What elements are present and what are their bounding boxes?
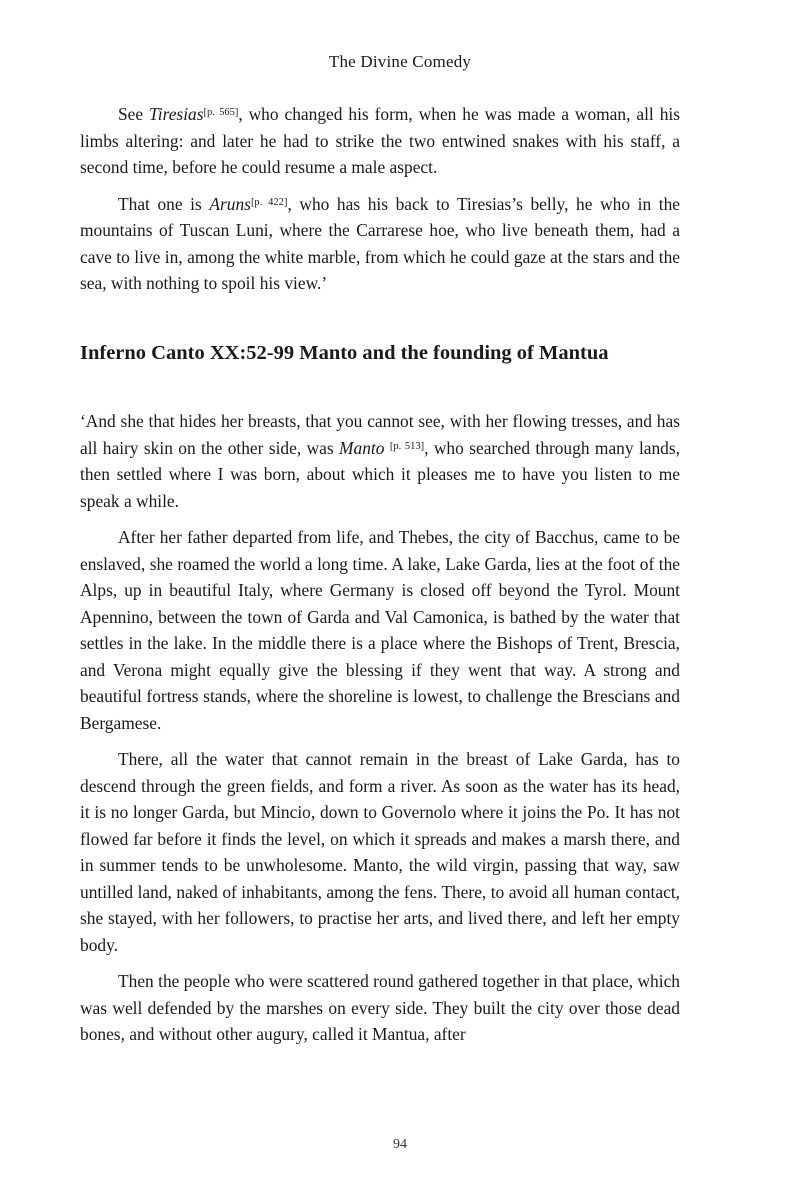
character-name: Manto [339,437,385,458]
section-text [80,408,680,1058]
character-name: Tiresias [149,104,204,124]
section-heading: Inferno Canto XX:52-99 Manto and the founding of Mantua [80,342,609,364]
paragraph: ‘And she that hides her breasts, that you cannot see, with her flowing tresses, and has all hairy skin on the other side, was Manto [p. 513], who searched through many lands, then settled where I was born, about which it pleases me to have you listen to me speak a while. [80,411,680,511]
page-reference-link[interactable]: [p. 565] [203,107,239,118]
paragraph: There, all the water that cannot remain in the breast of Lake Garda, has to descend through the green fields, and form a river. As soon as the water has its head, it is no longer Garda, but Mincio, down to Governolo where it joins the Po. It has not flowed far before it finds the level, on which it spreads and makes a marsh there, and in summer tends to be unwholesome. Manto, the wild virgin, passing that way, saw untilled land, naked of inhabitants, among the fens. There, to avoid all human contact, she stayed, with her followers, to practise her arts, and lived there, and left her empty body. [80,749,680,955]
paragraph: After her father departed from life, and Thebes, the city of Bacchus, came to be enslaved, she roamed the world a long time. A lake, Lake Garda, lies at the foot of the Alps, up in beautiful Italy, where Germany is closed off beyond the Tyrol. Mount Apennino, between the town of Garda and Val Camonica, is bathed by the water that settles in the lake. In the middle there is a place where the Bishops of Trent, Brescia, and Verona might equally give the blessing if they went that way. A strong and beautiful fortress stands, where the shoreline is lowest, to challenge the Brescians and Bergamese. [80,527,680,733]
intro-text [80,101,680,307]
running-header: The Divine Comedy [328,52,472,71]
page-reference-link[interactable]: [p. 513] [389,440,425,452]
page-number: 94 [393,1137,407,1152]
character-name: Aruns [209,193,251,214]
page-reference-link[interactable]: [p. 422] [250,196,288,208]
paragraph: See Tiresias[p. 565], who changed his form, when he was made a woman, all his limbs altering: and later he had to strike the two entwined snakes with his staff, a second time, before he could resume a male aspect. [80,104,680,177]
paragraph: Then the people who were scattered round gathered together in that place, which was well defended by the marshes on every side. They built the city over those dead bones, and without other augury, called it Mantua, after [80,971,680,1044]
paragraph: That one is Aruns[p. 422], who has his back to Tiresias’s belly, he who in the mountains of Tuscan Luni, where the Carrarese hoe, who live beneath them, had a cave to live in, among the white marble, from which he could gaze at the stars and the sea, with nothing to spoil his view.’ [80,193,680,293]
